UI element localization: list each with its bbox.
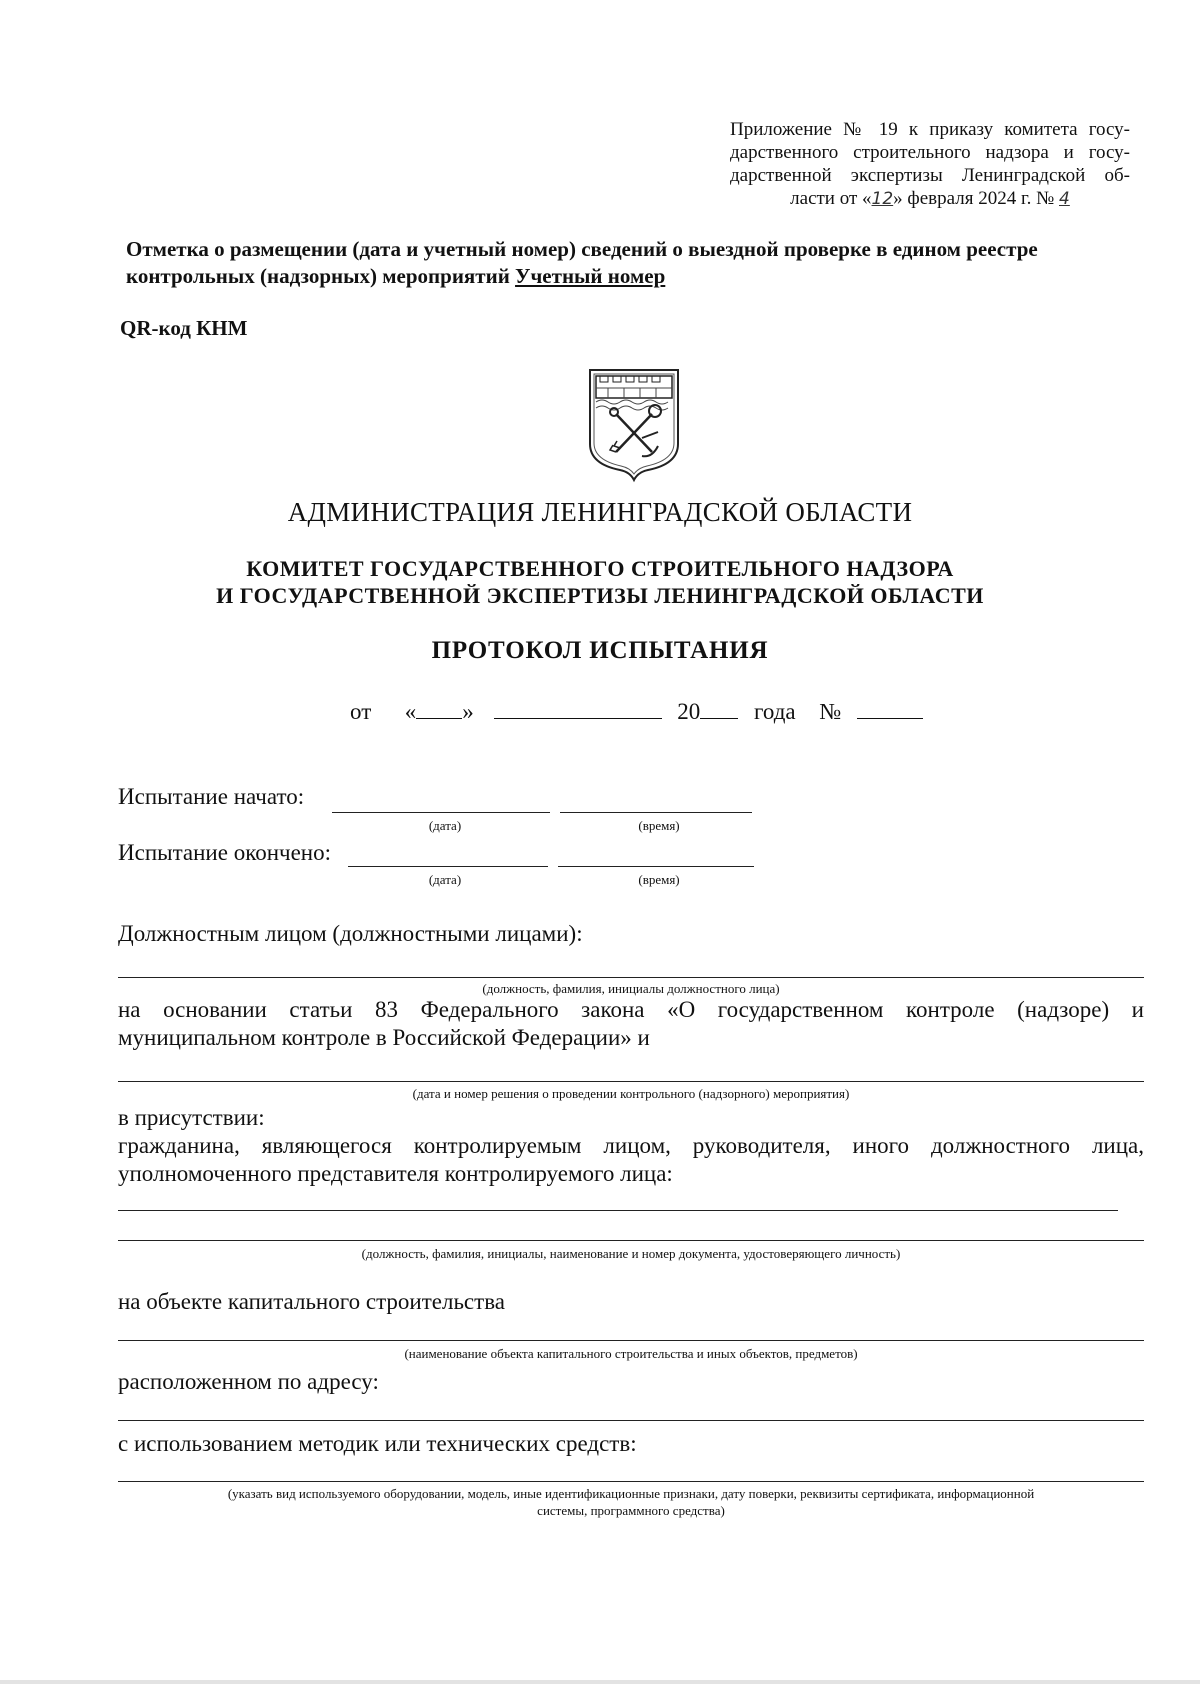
appendix-day-handwritten: 12 — [871, 189, 894, 209]
committee-line-2: И ГОСУДАРСТВЕННОЙ ЭКСПЕРТИЗЫ ЛЕНИНГРАДСКОЙ ОБЛАСТИ — [216, 583, 984, 608]
administration-heading: АДМИНИСТРАЦИЯ ЛЕНИНГРАДСКОЙ ОБЛАСТИ — [287, 497, 913, 527]
object-caption: (наименование объекта капитального строительства и иных объектов, предметов) — [404, 1346, 858, 1361]
methods-caption-line-2: системы, программного средства) — [537, 1503, 725, 1518]
protocol-number-blank[interactable] — [857, 698, 923, 719]
year-word: года — [754, 699, 796, 724]
committee-line-1: КОМИТЕТ ГОСУДАРСТВЕННОГО СТРОИТЕЛЬНОГО НАДЗОРА — [246, 556, 954, 581]
address-field[interactable] — [118, 1420, 1144, 1421]
appendix-line-2: дарственного строительного надзора и госу- — [730, 142, 1130, 163]
presence-field-2[interactable] — [118, 1240, 1144, 1241]
page-bottom-edge — [0, 1680, 1200, 1684]
officials-label: Должностным лицом (должностными лицами): — [118, 921, 583, 946]
basis-caption: (дата и номер решения о проведении контрольного (надзорного) мероприятия) — [412, 1086, 850, 1101]
coat-of-arms-icon — [586, 366, 682, 484]
methods-caption-line-1: (указать вид используемого оборудовании, модель, иные идентификационные признаки, дату поверки, реквизиты сертификата, информационной — [227, 1486, 1035, 1501]
presence-line-1: гражданина, являющегося контролируемым лицом, руководителя, иного должностного лица, — [118, 1133, 1144, 1158]
month-blank[interactable] — [494, 698, 662, 719]
test-finished-time-field[interactable] — [558, 866, 754, 867]
committee-heading — [0, 555, 1200, 609]
qr-code-label: QR-код КНМ — [120, 316, 248, 340]
basis-paragraph — [118, 996, 1144, 1052]
test-finished-date-caption: (дата) — [428, 872, 462, 887]
protocol-date-line — [350, 698, 923, 725]
officials-caption: (должность, фамилия, инициалы должностного лица) — [482, 981, 780, 996]
basis-line-1: на основании статьи 83 Федерального закона «О государственном контроле (надзоре) и — [118, 997, 1144, 1022]
appendix-date-prefix: ласти от « — [790, 188, 872, 209]
address-label: расположенном по адресу: — [118, 1369, 379, 1394]
methods-label: с использованием методик или технических средств: — [118, 1431, 637, 1456]
appendix-date-mid: » февраля 2024 г. № — [893, 188, 1059, 209]
object-field[interactable] — [118, 1340, 1144, 1341]
test-started-time-field[interactable] — [560, 812, 752, 813]
registry-number-label: Учетный номер — [515, 264, 666, 288]
registry-notice-text: Отметка о размещении (дата и учетный номер) сведений о выездной проверке в едином реестре контрольных (надзорных) мероприятий — [126, 237, 1038, 288]
test-started-date-field[interactable] — [332, 812, 550, 813]
object-label: на объекте капитального строительства — [118, 1289, 505, 1314]
presence-field-1[interactable] — [118, 1210, 1118, 1211]
test-finished-label: Испытание окончено: — [118, 840, 331, 865]
number-sign: № — [819, 699, 842, 724]
test-started-time-caption: (время) — [638, 818, 680, 833]
year-prefix: 20 — [677, 699, 701, 724]
basis-decision-field[interactable] — [118, 1081, 1144, 1082]
appendix-reference — [730, 118, 1130, 211]
test-finished-time-caption: (время) — [638, 872, 680, 887]
year-blank[interactable] — [700, 698, 738, 719]
presence-label: в присутствии: — [118, 1105, 265, 1130]
methods-field[interactable] — [118, 1481, 1144, 1482]
registry-notice — [126, 236, 1106, 290]
test-started-label: Испытание начато: — [118, 784, 305, 809]
appendix-number-handwritten: 4 — [1059, 189, 1070, 209]
document-title: ПРОТОКОЛ ИСПЫТАНИЯ — [431, 637, 769, 664]
basis-line-2: муниципальном контроле в Российской Федерации» и — [118, 1025, 650, 1050]
appendix-line-3: дарственной экспертизы Ленинградской об- — [730, 165, 1130, 186]
date-close-quote: » — [462, 699, 474, 724]
date-open-quote: « — [404, 699, 417, 724]
presence-paragraph — [118, 1132, 1144, 1188]
appendix-line-1: Приложение № 19 к приказу комитета госу- — [730, 119, 1130, 140]
test-finished-date-field[interactable] — [348, 866, 548, 867]
day-blank[interactable] — [416, 698, 462, 719]
test-started-date-caption: (дата) — [428, 818, 462, 833]
appendix-line-4 — [730, 187, 1130, 211]
presence-line-2: уполномоченного представителя контролируемого лица: — [118, 1161, 673, 1186]
officials-field[interactable] — [118, 977, 1144, 978]
presence-caption: (должность, фамилия, инициалы, наименование и номер документа, удостоверяющего личность) — [361, 1246, 901, 1261]
date-from-label: от — [350, 699, 372, 724]
